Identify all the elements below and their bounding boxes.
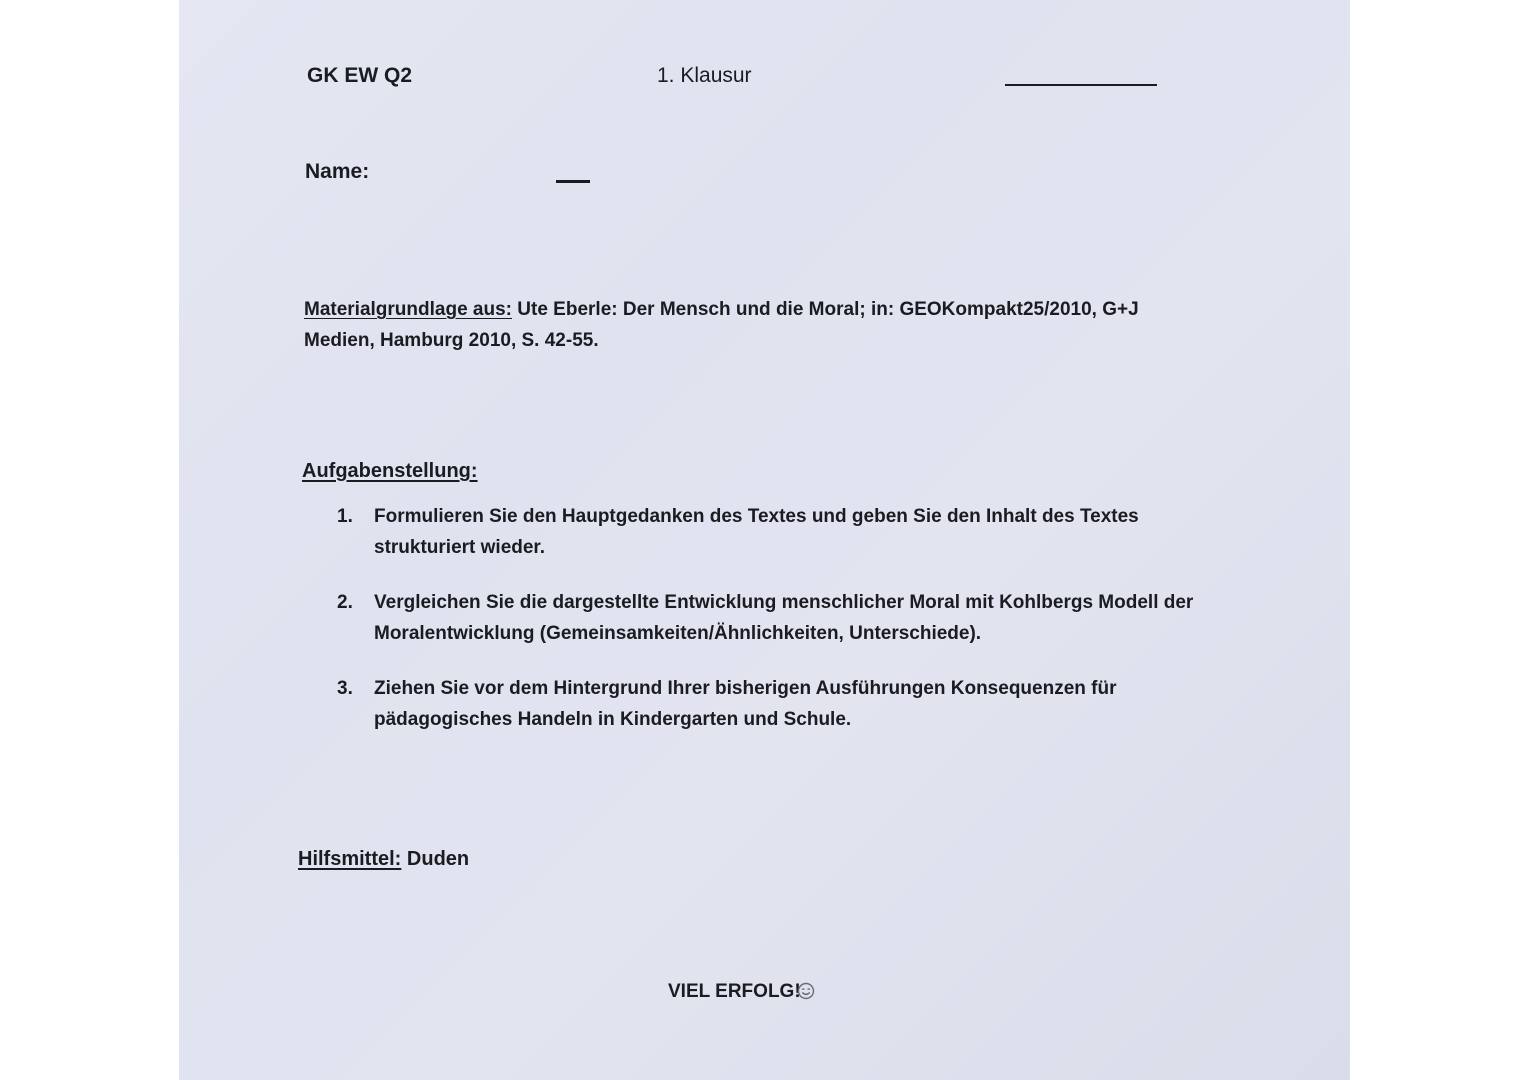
material-citation: Ute Eberle: Der Mensch und die Moral; in: GEOKompakt25/2010, G+J — [517, 299, 1139, 320]
material-label: Materialgrundlage aus: — [304, 299, 512, 320]
smiley-icon — [797, 982, 815, 1000]
task-text-line-2: strukturiert wieder. — [374, 537, 546, 558]
task-number: 2. — [337, 592, 353, 613]
aids-label: Hilfsmittel: — [298, 848, 402, 870]
material-source — [304, 294, 1139, 356]
name-line — [556, 180, 590, 183]
name-label: Name: — [305, 160, 370, 183]
material-line-1 — [304, 294, 1139, 325]
task-text — [374, 587, 1193, 649]
course-code: GK EW Q2 — [307, 64, 413, 87]
aids-value: Duden — [406, 848, 470, 870]
task-text-line-1: Formulieren Sie den Hauptgedanken des Textes und geben Sie den Inhalt des Textes — [374, 506, 1139, 527]
aids-line — [298, 848, 469, 871]
task-text-line-1: Ziehen Sie vor dem Hintergrund Ihrer bisherigen Ausführungen Konsequenzen für — [374, 678, 1117, 699]
good-luck-message: VIEL ERFOLG! — [668, 981, 801, 1002]
task-text — [374, 501, 1139, 563]
exam-title: 1. Klausur — [657, 64, 752, 87]
task-text-line-2: pädagogisches Handeln in Kindergarten und Schule. — [374, 709, 852, 730]
task-text-line-2: Moralentwicklung (Gemeinsamkeiten/Ähnlichkeiten, Unterschiede). — [374, 623, 982, 644]
task-number: 1. — [337, 506, 353, 527]
task-number: 3. — [337, 678, 353, 699]
exam-sheet — [179, 0, 1350, 1080]
tasks-heading: Aufgabenstellung: — [302, 460, 478, 482]
task-text-line-1: Vergleichen Sie die dargestellte Entwicklung menschlicher Moral mit Kohlbergs Modell der — [374, 592, 1194, 613]
date-line — [1005, 84, 1157, 86]
material-line-2: Medien, Hamburg 2010, S. 42-55. — [304, 330, 599, 351]
task-text — [374, 673, 1116, 735]
